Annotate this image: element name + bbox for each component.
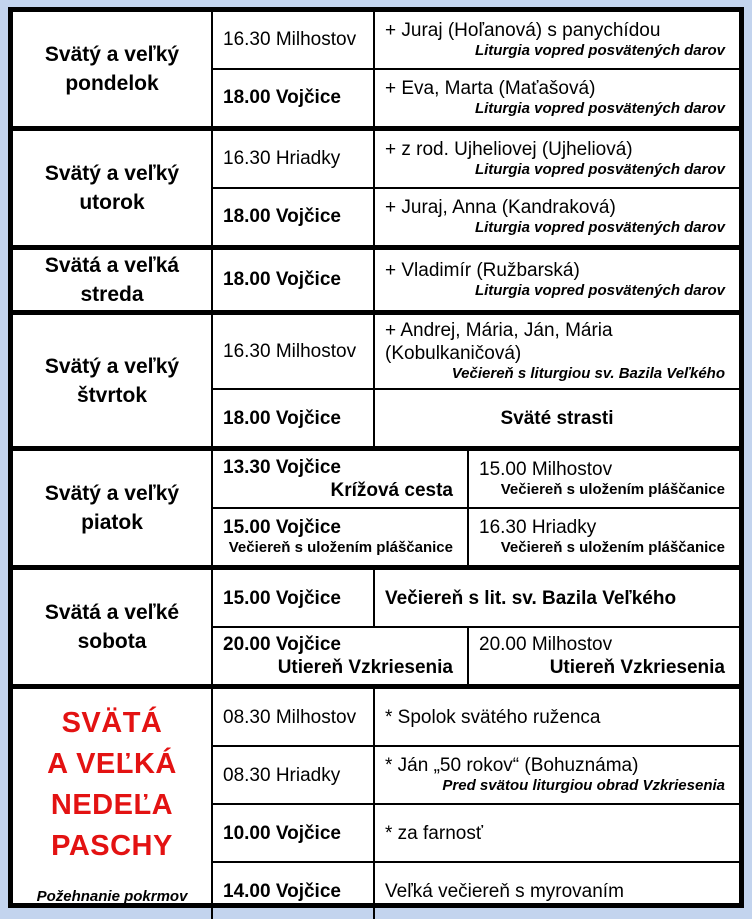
time-cell	[213, 189, 375, 245]
schedule-text-line: 08.30 Hriadky	[223, 764, 341, 786]
schedule-row	[213, 12, 739, 68]
schedule-row	[213, 250, 739, 310]
time-cell	[213, 747, 375, 803]
schedule-row	[213, 689, 739, 745]
schedule-text-line: Večiereň s uložením pláščanice	[500, 539, 725, 557]
schedule-text-line: Večiereň s lit. sv. Bazila Veľkého	[385, 587, 677, 609]
schedule-row	[213, 315, 739, 388]
schedule-text-line: 16.30 Milhostov	[223, 340, 357, 362]
left-cell	[213, 509, 469, 565]
sunday-footer-note: Požehnanie pokrmov	[36, 888, 188, 906]
day-label-line: Svätý a veľký	[44, 482, 180, 506]
schedule-text-line: Liturgia vopred posvätených darov	[474, 100, 725, 118]
day-cell	[13, 131, 213, 245]
time-cell	[213, 805, 375, 861]
detail-cell	[375, 689, 739, 745]
sunday-title-line: PASCHY	[51, 830, 173, 863]
day-label-line: Svätý a veľký	[44, 162, 180, 185]
schedule-row	[213, 451, 739, 507]
day-label-line: štvrtok	[76, 383, 148, 407]
schedule-text-line: Večiereň s liturgiou sv. Bazila Veľkého	[451, 365, 725, 383]
detail-cell	[375, 863, 739, 919]
time-cell	[213, 250, 375, 310]
day-label-line: utorok	[79, 191, 145, 214]
schedule-text-line: 14.00 Vojčice	[223, 880, 341, 902]
schedule-text-line: * Ján „50 rokov“ (Bohuznáma)	[385, 755, 639, 777]
schedule-text-line: Krížová cesta	[330, 480, 453, 502]
day-cell	[13, 689, 213, 919]
time-cell	[213, 315, 375, 388]
detail-cell	[375, 805, 739, 861]
schedule-row	[213, 861, 739, 919]
time-cell	[213, 570, 375, 626]
schedule-text-line: 15.00 Milhostov	[479, 459, 613, 481]
schedule-text-line: 20.00 Vojčice	[223, 633, 341, 655]
time-cell	[213, 863, 375, 919]
day-label-line: pondelok	[65, 72, 159, 95]
schedule-text-line: Utiereň Vzkriesenia	[549, 657, 725, 679]
schedule-text-line: Liturgia vopred posvätených darov	[474, 161, 725, 179]
schedule-text-line: 10.00 Vojčice	[223, 822, 341, 844]
day-group	[13, 446, 739, 565]
schedule-text-line: Sväté strasti	[500, 407, 614, 429]
schedule-text-line: + Juraj (Hoľanová) s panychídou	[385, 20, 661, 42]
detail-cell	[375, 315, 739, 388]
schedule-text-line: + Eva, Marta (Maťašová)	[385, 78, 596, 100]
day-label-line: Svätá a veľké	[44, 601, 180, 625]
schedule-row	[213, 507, 739, 565]
time-cell	[213, 12, 375, 68]
schedule-text-line: 16.30 Hriadky	[479, 517, 597, 539]
day-label-line: piatok	[81, 511, 143, 535]
schedule-text-line: 20.00 Milhostov	[479, 633, 613, 655]
schedule-text-line: 13.30 Vojčice	[223, 456, 341, 478]
day-label-line: Svätý a veľký	[44, 43, 180, 66]
schedule-text-line: 18.00 Vojčice	[223, 407, 341, 429]
schedule-row	[213, 626, 739, 684]
day-group	[13, 12, 739, 126]
schedule-text-line: Liturgia vopred posvätených darov	[474, 282, 725, 300]
schedule-text-line: * za farnosť	[385, 822, 483, 844]
detail-cell	[375, 131, 739, 187]
detail-cell	[375, 250, 739, 310]
schedule-text-line: + Juraj, Anna (Kandraková)	[385, 197, 616, 219]
schedule-text-line: * Spolok svätého ruženca	[385, 706, 601, 728]
detail-cell	[375, 390, 739, 446]
schedule-text-line: + z rod. Ujheliovej (Ujheliová)	[385, 139, 633, 161]
holy-week-schedule-table	[8, 7, 744, 908]
schedule-row	[213, 388, 739, 446]
schedule-text-line: Pred svätou liturgiou obrad Vzkriesenia	[442, 777, 725, 795]
left-cell	[213, 451, 469, 507]
group-rows	[213, 315, 739, 446]
sunday-title-line: A VEĽKÁ	[47, 748, 177, 781]
time-cell	[213, 131, 375, 187]
schedule-text-line: Utiereň Vzkriesenia	[277, 657, 453, 679]
schedule-text-line: 18.00 Vojčice	[223, 206, 341, 228]
day-group	[13, 126, 739, 245]
detail-cell	[469, 451, 739, 507]
schedule-text-line: 16.30 Milhostov	[223, 29, 357, 51]
schedule-row	[213, 745, 739, 803]
group-rows	[213, 570, 739, 684]
group-rows	[213, 12, 739, 126]
detail-cell	[375, 70, 739, 126]
schedule-text-line: + Andrej, Mária, Ján, Mária	[385, 320, 613, 341]
day-group	[13, 245, 739, 310]
schedule-row	[213, 570, 739, 626]
schedule-text-line: Veľká večiereň s myrovaním	[385, 880, 624, 902]
day-cell	[13, 12, 213, 126]
detail-cell	[469, 628, 739, 684]
schedule-text-line: Večiereň s uložením pláščanice	[228, 539, 453, 557]
schedule-text-line: Liturgia vopred posvätených darov	[474, 42, 725, 60]
left-cell	[213, 628, 469, 684]
day-cell	[13, 250, 213, 310]
day-group	[13, 310, 739, 446]
time-cell	[213, 70, 375, 126]
schedule-text-line: 18.00 Vojčice	[223, 269, 341, 291]
detail-cell	[375, 12, 739, 68]
detail-cell	[375, 570, 739, 626]
schedule-row	[213, 187, 739, 245]
sunday-title-line: SVÄTÁ	[61, 707, 163, 740]
group-rows	[213, 451, 739, 565]
group-rows	[213, 131, 739, 245]
time-cell	[213, 689, 375, 745]
day-group	[13, 684, 739, 919]
day-cell	[13, 315, 213, 446]
group-rows	[213, 689, 739, 919]
day-cell	[13, 451, 213, 565]
day-label-line: sobota	[77, 630, 147, 654]
group-rows	[213, 250, 739, 310]
schedule-text-line: 08.30 Milhostov	[223, 706, 357, 728]
day-label-line: Svätý a veľký	[44, 354, 180, 378]
detail-cell	[375, 747, 739, 803]
time-cell	[213, 390, 375, 446]
schedule-text-line: (Kobulkaničová)	[385, 343, 522, 365]
schedule-text-line: + Vladimír (Ružbarská)	[385, 260, 580, 282]
detail-cell	[375, 189, 739, 245]
day-label-line: streda	[80, 283, 144, 306]
day-group	[13, 565, 739, 684]
sunday-title-line: NEDEĽA	[50, 789, 174, 822]
schedule-row	[213, 68, 739, 126]
day-label-line: Svätá a veľká	[44, 254, 180, 277]
schedule-row	[213, 131, 739, 187]
detail-cell	[469, 509, 739, 565]
schedule-text-line: Liturgia vopred posvätených darov	[474, 219, 725, 237]
schedule-text-line: 15.00 Vojčice	[223, 517, 341, 539]
schedule-text-line: 15.00 Vojčice	[223, 587, 341, 609]
schedule-text-line: 16.30 Hriadky	[223, 148, 341, 170]
schedule-text-line: 18.00 Vojčice	[223, 87, 341, 109]
schedule-text-line: Večiereň s uložením pláščanice	[500, 481, 725, 499]
schedule-row	[213, 803, 739, 861]
day-cell	[13, 570, 213, 684]
